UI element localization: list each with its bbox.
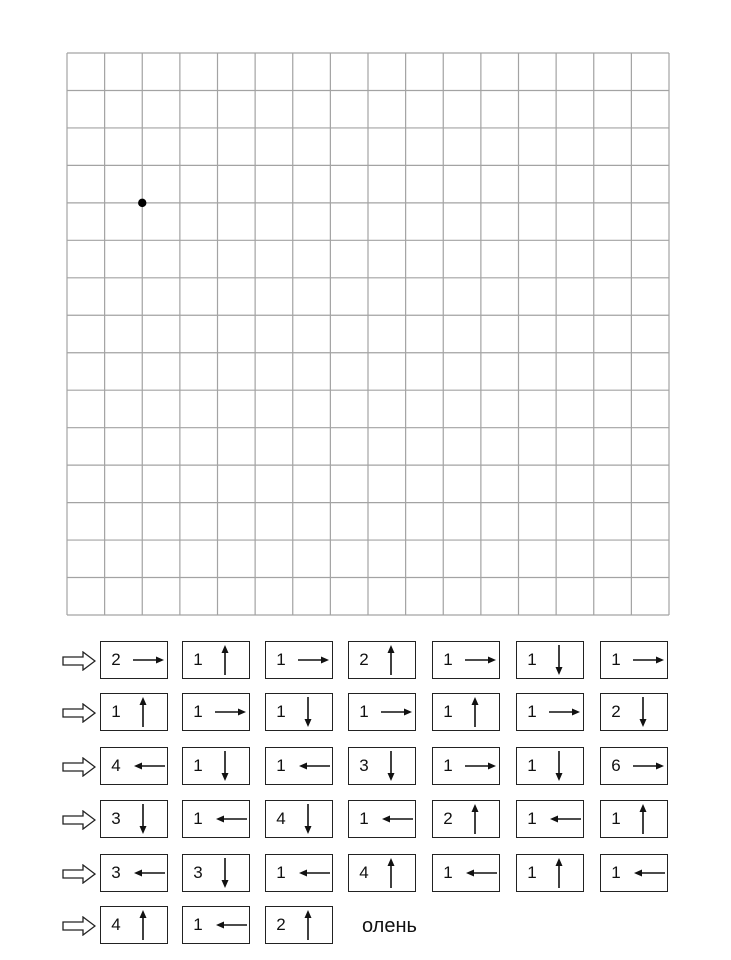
command-steps: 1 (193, 650, 203, 669)
command-row (62, 747, 682, 787)
command-box (348, 641, 416, 679)
outline-right-arrow-icon (62, 651, 96, 671)
down-arrow-icon (131, 801, 167, 837)
command-box (516, 641, 584, 679)
up-arrow-icon (631, 801, 667, 837)
command-box (600, 693, 668, 731)
left-arrow-icon (131, 855, 167, 891)
command-box (600, 747, 668, 785)
command-box (100, 854, 168, 892)
outline-right-arrow-icon (62, 757, 96, 777)
command-box (100, 641, 168, 679)
up-arrow-icon (131, 694, 167, 730)
command-box (100, 693, 168, 731)
command-steps: 1 (276, 702, 286, 721)
command-steps: 1 (527, 809, 537, 828)
command-box (348, 854, 416, 892)
command-steps: 1 (276, 863, 286, 882)
command-steps: 4 (111, 915, 121, 934)
command-steps: 1 (193, 756, 203, 775)
right-arrow-icon (131, 642, 167, 678)
command-steps: 3 (111, 863, 121, 882)
command-row (62, 693, 682, 733)
command-steps: 2 (111, 650, 121, 669)
command-box (432, 747, 500, 785)
command-steps: 1 (193, 915, 203, 934)
command-steps: 1 (443, 650, 453, 669)
down-arrow-icon (547, 748, 583, 784)
command-box (182, 854, 250, 892)
left-arrow-icon (213, 907, 249, 943)
up-arrow-icon (379, 855, 415, 891)
left-arrow-icon (463, 855, 499, 891)
right-arrow-icon (463, 642, 499, 678)
command-steps: 1 (276, 650, 286, 669)
command-box (265, 906, 333, 944)
command-box (348, 800, 416, 838)
command-steps: 3 (111, 809, 121, 828)
up-arrow-icon (463, 694, 499, 730)
command-steps: 4 (111, 756, 121, 775)
command-steps: 3 (193, 863, 203, 882)
command-box (265, 800, 333, 838)
command-steps: 1 (276, 756, 286, 775)
command-steps: 1 (527, 863, 537, 882)
command-box (600, 800, 668, 838)
command-steps: 1 (443, 863, 453, 882)
command-box (516, 693, 584, 731)
left-arrow-icon (296, 748, 332, 784)
start-point-dot (138, 199, 146, 207)
down-arrow-icon (213, 855, 249, 891)
down-arrow-icon (296, 801, 332, 837)
command-steps: 1 (527, 756, 537, 775)
left-arrow-icon (213, 801, 249, 837)
command-steps: 1 (611, 863, 621, 882)
left-arrow-icon (631, 855, 667, 891)
up-arrow-icon (296, 907, 332, 943)
command-box (348, 693, 416, 731)
right-arrow-icon (213, 694, 249, 730)
command-box (182, 747, 250, 785)
command-steps: 2 (611, 702, 621, 721)
command-box (100, 800, 168, 838)
right-arrow-icon (631, 642, 667, 678)
command-box (265, 641, 333, 679)
command-box (516, 854, 584, 892)
command-steps: 1 (443, 702, 453, 721)
outline-right-arrow-icon (62, 916, 96, 936)
left-arrow-icon (547, 801, 583, 837)
down-arrow-icon (547, 642, 583, 678)
command-box (432, 854, 500, 892)
command-box (516, 800, 584, 838)
command-box (182, 641, 250, 679)
command-steps: 1 (611, 650, 621, 669)
command-box (182, 906, 250, 944)
down-arrow-icon (213, 748, 249, 784)
command-steps: 1 (359, 702, 369, 721)
left-arrow-icon (379, 801, 415, 837)
command-steps: 1 (111, 702, 121, 721)
command-row (62, 800, 682, 840)
down-arrow-icon (631, 694, 667, 730)
command-box (100, 747, 168, 785)
command-box (432, 800, 500, 838)
command-box (432, 693, 500, 731)
right-arrow-icon (463, 748, 499, 784)
outline-right-arrow-icon (62, 810, 96, 830)
command-box (348, 747, 416, 785)
down-arrow-icon (296, 694, 332, 730)
command-box (516, 747, 584, 785)
outline-right-arrow-icon (62, 864, 96, 884)
command-steps: 1 (359, 809, 369, 828)
command-row (62, 854, 682, 894)
outline-right-arrow-icon (62, 703, 96, 723)
command-steps: 1 (193, 702, 203, 721)
command-steps: 4 (359, 863, 369, 882)
command-box (100, 906, 168, 944)
command-box (265, 693, 333, 731)
command-steps: 2 (359, 650, 369, 669)
command-steps: 1 (193, 809, 203, 828)
command-steps: 1 (527, 650, 537, 669)
right-arrow-icon (631, 748, 667, 784)
left-arrow-icon (296, 855, 332, 891)
command-steps: 1 (611, 809, 621, 828)
command-steps: 6 (611, 756, 621, 775)
command-steps: 3 (359, 756, 369, 775)
command-steps: 4 (276, 809, 286, 828)
command-box (265, 747, 333, 785)
right-arrow-icon (547, 694, 583, 730)
command-steps: 2 (443, 809, 453, 828)
command-box (600, 854, 668, 892)
command-box (265, 854, 333, 892)
command-steps: 2 (276, 915, 286, 934)
up-arrow-icon (213, 642, 249, 678)
right-arrow-icon (296, 642, 332, 678)
right-arrow-icon (379, 694, 415, 730)
command-row (62, 641, 682, 681)
command-box (182, 693, 250, 731)
left-arrow-icon (131, 748, 167, 784)
command-steps: 1 (527, 702, 537, 721)
command-box (600, 641, 668, 679)
up-arrow-icon (379, 642, 415, 678)
answer-word: олень (362, 915, 417, 937)
up-arrow-icon (547, 855, 583, 891)
command-box (432, 641, 500, 679)
command-steps: 1 (443, 756, 453, 775)
up-arrow-icon (463, 801, 499, 837)
up-arrow-icon (131, 907, 167, 943)
command-box (182, 800, 250, 838)
down-arrow-icon (379, 748, 415, 784)
